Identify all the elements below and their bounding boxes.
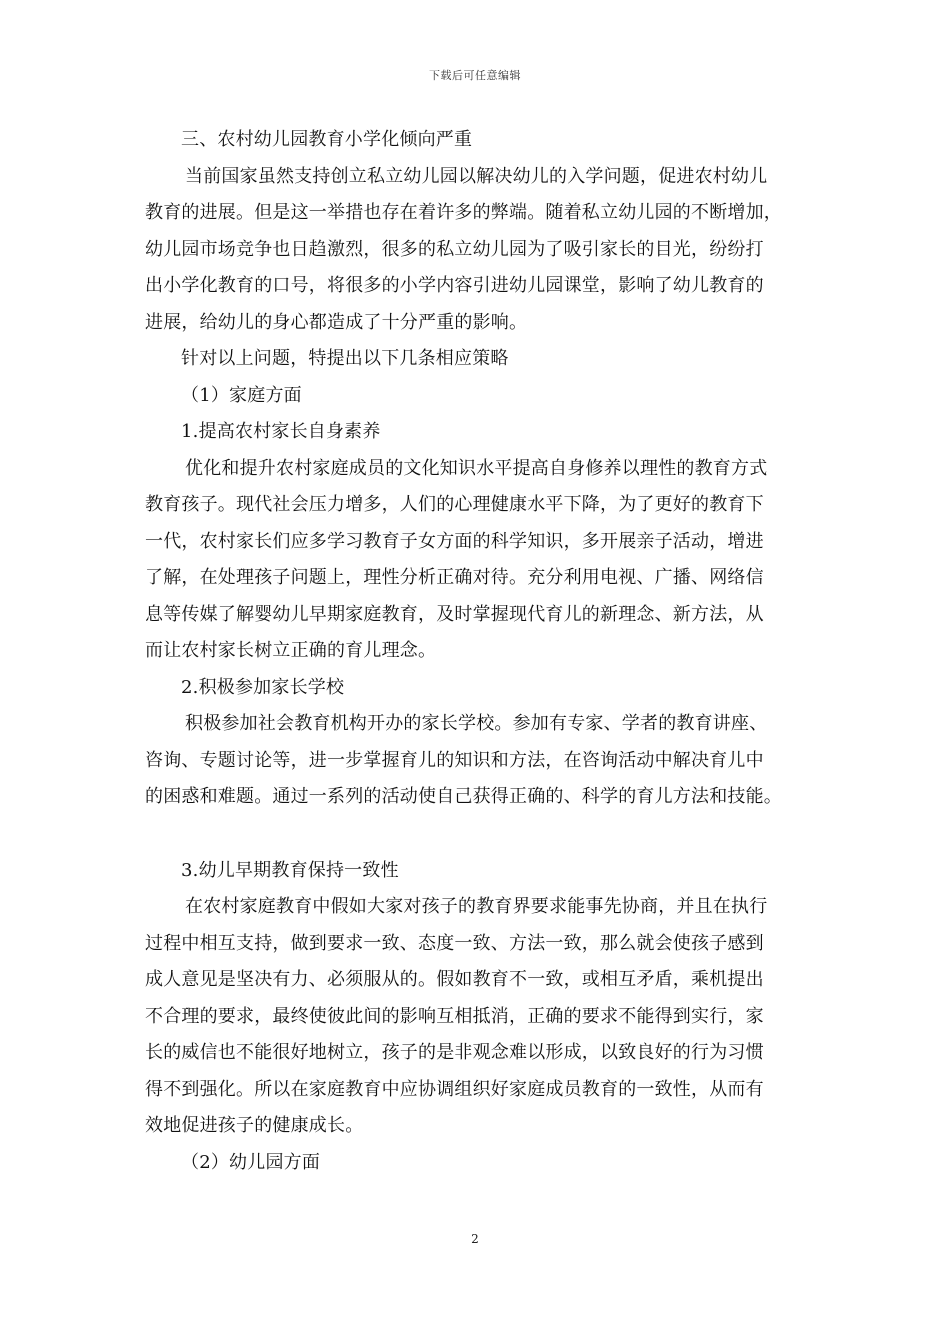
item-heading: 2.积极参加家长学校 [181, 676, 345, 698]
paragraph-line: 进展，给幼儿的身心都造成了十分严重的影响。 [145, 311, 528, 333]
blank-line [145, 816, 825, 853]
paragraph-line: 一代，农村家长们应多学习教育子女方面的科学知识，多开展亲子活动，增进 [145, 530, 764, 552]
paragraph-line: 长的威信也不能很好地树立，孩子的是非观念难以形成，以致良好的行为习惯 [145, 1042, 764, 1063]
body-text [145, 122, 825, 1181]
paragraph-line: 咨询、专题讨论等，进一步掌握育儿的知识和方法，在咨询活动中解决育儿中 [145, 749, 764, 771]
paragraph-line: 幼儿园市场竞争也日趋激烈，很多的私立幼儿园为了吸引家长的目光，纷纷打 [145, 238, 764, 260]
paragraph-line: 积极参加社会教育机构开办的家长学校。参加有专家、学者的教育讲座、 [185, 713, 768, 734]
paragraph-line: 在农村家庭教育中假如大家对孩子的教育界要求能事先协商，并且在执行 [185, 896, 768, 917]
paragraph-line: 针对以上问题，特提出以下几条相应策略 [181, 348, 509, 369]
paragraph-line: 教育孩子。现代社会压力增多，人们的心理健康水平下降，为了更好的教育下 [145, 494, 764, 515]
section-heading: 三、农村幼儿园教育小学化倾向严重 [181, 129, 473, 150]
subsection-heading: （2）幼儿园方面 [181, 1151, 321, 1173]
paragraph-line: 过程中相互支持，做到要求一致、态度一致、方法一致，那么就会使孩子感到 [145, 932, 764, 954]
paragraph-line: 效地促进孩子的健康成长。 [145, 1115, 364, 1136]
paragraph-line: 的困惑和难题。通过一系列的活动使自己获得正确的、科学的育儿方法和技能。 [145, 786, 782, 807]
paragraph-line: 不合理的要求，最终使彼此间的影响互相抵消，正确的要求不能得到实行，家 [145, 1005, 764, 1027]
header-note: 下载后可任意编辑 [429, 69, 521, 82]
page-number: 2 [471, 1232, 479, 1246]
paragraph-line: 优化和提升农村家庭成员的文化知识水平提高自身修养以理性的教育方式 [185, 457, 768, 479]
paragraph-line: 当前国家虽然支持创立私立幼儿园以解决幼儿的入学问题，促进农村幼儿 [185, 165, 768, 187]
item-heading: 1.提高农村家长自身素养 [181, 421, 381, 442]
paragraph-line: 成人意见是坚决有力、必须服从的。假如教育不一致，或相互矛盾，乘机提出 [145, 969, 764, 990]
paragraph-line: 而让农村家长树立正确的育儿理念。 [145, 640, 437, 661]
paragraph-line: 出小学化教育的口号，将很多的小学内容引进幼儿园课堂，影响了幼儿教育的 [145, 275, 764, 296]
subsection-heading: （1）家庭方面 [181, 384, 302, 406]
paragraph-line: 息等传媒了解婴幼儿早期家庭教育，及时掌握现代育儿的新理念、新方法，从 [145, 603, 764, 625]
paragraph-line: 了解，在处理孩子问题上，理性分析正确对待。充分利用电视、广播、网络信 [145, 567, 764, 588]
paragraph-line: 教育的进展。但是这一举措也存在着许多的弊端。随着私立幼儿园的不断增加， [145, 202, 782, 223]
paragraph-line: 得不到强化。所以在家庭教育中应协调组织好家庭成员教育的一致性，从而有 [145, 1078, 764, 1100]
item-heading: 3.幼儿早期教育保持一致性 [181, 859, 399, 881]
